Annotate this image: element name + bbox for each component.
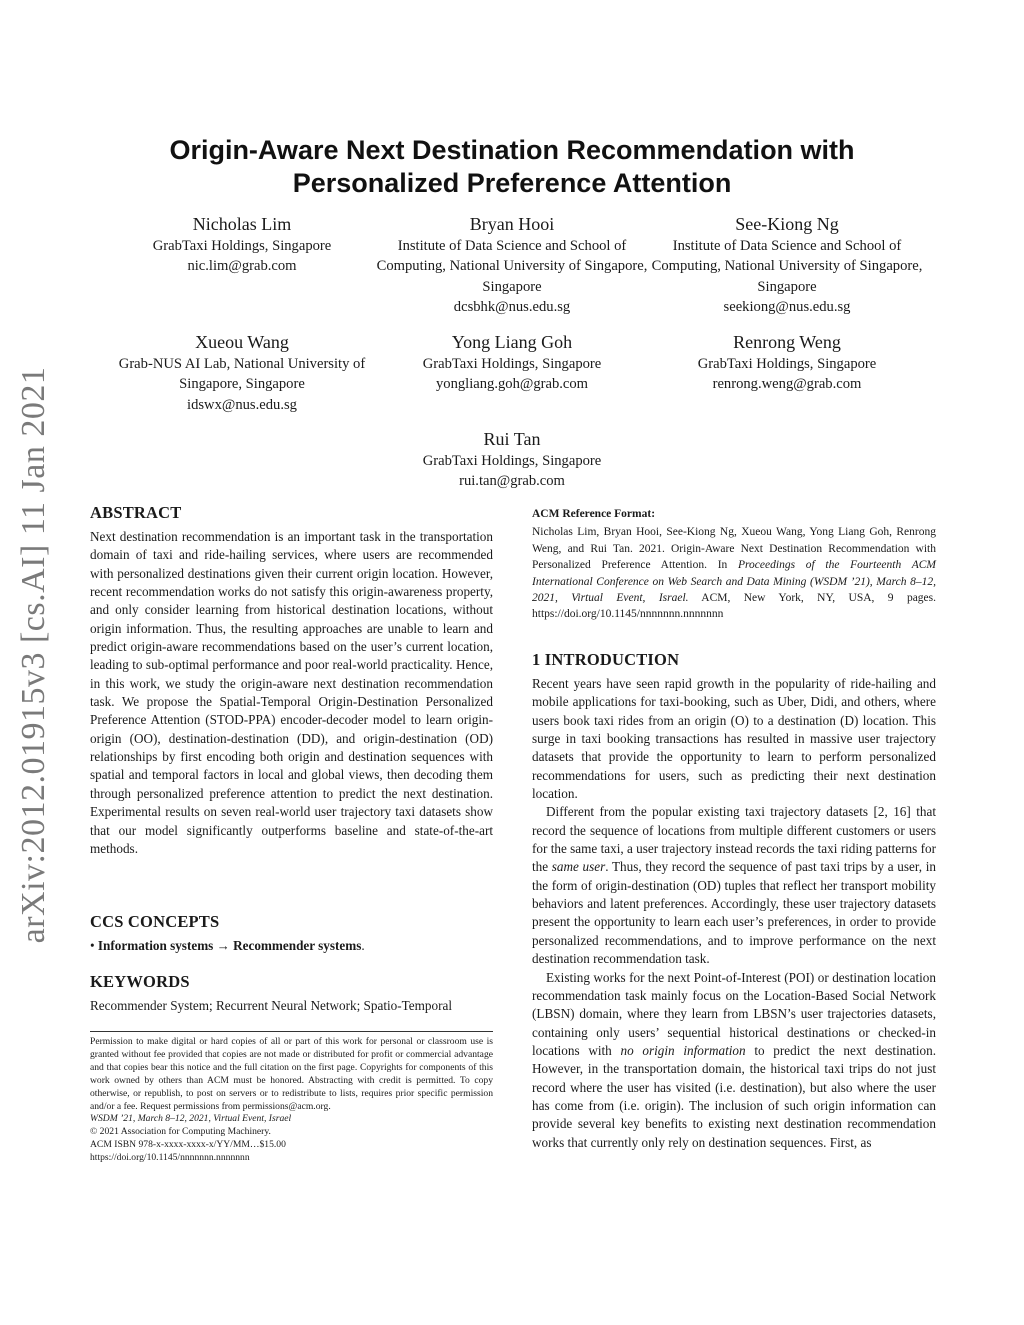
intro-p2-emphasis: same user (551, 859, 606, 875)
keywords-heading: KEYWORDS (90, 972, 190, 991)
author-affiliation: Grab-NUS AI Lab, National University of Singapore, Singapore (118, 356, 366, 393)
author-name: See-Kiong Ng (735, 214, 839, 234)
intro-p3-text: Existing works for the next Point-of-Interest (POI) or destination location recommendation task mainly focus on the Location-Based Social Network (LBSN) domain, where they learn from LBSN’s user trajectories datasets, containing only users’ sequential historical destinations or checked-in locations with (532, 969, 936, 1058)
acm-reference-publisher: ACM, New York, NY, USA, 9 pages. https://doi.org/10.1145/nnnnnnn.nnnnnnn (532, 592, 937, 621)
author-name: Bryan Hooi (469, 214, 555, 234)
isbn-line: ACM ISBN 978-x-xxxx-xxxx-x/YY/MM…$15.00 (90, 1139, 286, 1151)
acm-reference-proceedings: Proceedings of the Fourteenth ACM International Conference on Web Search and Data Mining (WSDM ’21), March 8–12, 2021, Virtual Event, Israel. (532, 559, 936, 605)
author-affiliation: GrabTaxi Holdings, Singapore (697, 356, 877, 372)
author-email: nic.lim@grab.com (187, 258, 297, 275)
author-block (92, 331, 392, 415)
acm-reference-format (532, 506, 936, 623)
paper-title: Origin-Aware Next Destination Recommendation with Personalized Preference Attention (169, 135, 855, 198)
introduction-text (532, 675, 936, 1152)
doi-link[interactable]: https://doi.org/10.1145/nnnnnnn.nnnnnnn (90, 1152, 250, 1164)
keywords-text: Recommender System; Recurrent Neural Network; Spatio-Temporal (90, 998, 452, 1013)
ccs-concepts-text (90, 937, 493, 955)
copyright-line: © 2021 Association for Computing Machinery. (90, 1126, 271, 1138)
author-affiliation: GrabTaxi Holdings, Singapore (422, 356, 602, 372)
footnote-divider (90, 1031, 493, 1032)
ccs-concept-primary: Information systems (97, 938, 214, 953)
author-block (367, 213, 657, 317)
intro-p2-text: Different from the popular existing taxi trajectory datasets [2, 16] that record the sequence of locations from multiple different customers or users for the same taxi, a user trajectory instead records the taxi riding patterns for the (532, 804, 936, 875)
intro-p3-emphasis: no origin information (620, 1042, 746, 1058)
author-name: Rui Tan (483, 429, 541, 449)
intro-paragraph-3 (532, 969, 936, 1152)
ccs-bullet: • (90, 938, 95, 953)
author-name: Yong Liang Goh (451, 332, 573, 352)
introduction-heading: 1 INTRODUCTION (532, 650, 680, 669)
author-name: Nicholas Lim (192, 214, 292, 234)
conference-venue: WSDM ’21, March 8–12, 2021, Virtual Event, Israel (90, 1113, 292, 1125)
abstract-heading: ABSTRACT (90, 503, 182, 522)
author-name: Xueou Wang (195, 332, 289, 352)
author-block (367, 428, 657, 492)
ccs-period: . (361, 938, 365, 953)
author-block (97, 213, 387, 277)
intro-paragraph-2 (532, 803, 936, 968)
author-block (642, 213, 932, 317)
author-affiliation: GrabTaxi Holdings, Singapore (422, 453, 602, 469)
acm-reference-label: ACM Reference Format: (532, 508, 656, 520)
author-email: seekiong@nus.edu.sg (723, 298, 851, 315)
ccs-concepts-heading: CCS CONCEPTS (90, 912, 220, 931)
abstract-text (90, 528, 493, 858)
author-block (367, 331, 657, 395)
ccs-concept-secondary: Recommender systems (233, 938, 362, 953)
abstract-paragraph: Next destination recommendation is an important task in the transportation domain of taxi and ride-hailing services, where users are recommended with personalized destinations given their current origin location. However, recent recommendation works do not satisfy this origin-awareness property, and only consider learning from historical destination locations, without origin information. Thus, the resulting approaches are unable to learn and predict origin-aware recommendations based on the user’s current location, leading to sub-optimal performance and poor real-world practicality. Hence, in this work, we study the origin-aware next destination recommendation task. We propose the Spatial-Temporal Origin-Destination Personalized Preference Attention (STOD-PPA) encoder-decoder model to learn origin-origin (OO), destination-destination (DD), and origin-destination (OD) relationships by first encoding both origin and destination sequences with spatial and temporal factors in local and global views, then decoding them through personalized preference attention to predict the next destination. Experimental results on seven real-world user trajectory taxi datasets show that our model significantly outperforms baseline and state-of-the-art methods. (90, 529, 493, 856)
author-email: yongliang.goh@grab.com (435, 376, 589, 393)
ccs-arrow: → (216, 938, 230, 953)
permission-text: Permission to make digital or hard copies of all or part of this work for personal or classroom use is granted without fee provided that copies are not made or distributed for profit or commercial advantage and that copies bear this notice and the full citation on the first page. Copyrights for components of this work owned by others than ACM must be honored. Abstracting with credit is permitted. To copy otherwise, or republish, to post on servers or to redistribute to lists, requires prior specific permission and/or a fee. Request permissions from permissions@acm.org. (90, 1036, 493, 1112)
author-affiliation: GrabTaxi Holdings, Singapore (152, 238, 332, 254)
arxiv-identifier-stamp: arXiv:2012.01915v3 [cs.AI] 11 Jan 2021 (15, 366, 52, 944)
intro-p2-text-cont: . Thus, they record the sequence of past taxi trips by a user, in the form of origin-destination (OD) tuples that reflect her transport mobility behaviors and latent preferences. Accordingly, these user trajectory datasets present the opportunity to learn each user’s preferences, in order to provide personalized recommendations, and to improve performance on the next destination recommendation task. (532, 859, 936, 967)
author-email: dcsbhk@nus.edu.sg (453, 298, 571, 315)
permission-notice (90, 1036, 493, 1165)
author-email: renrong.weng@grab.com (712, 376, 862, 393)
intro-p3-text-cont: to predict the next destination. However, in the transportation domain, the historical taxi trips do not just record where the user has visited (i.e. destination), but also where the user has come from (i.e. origin). The inclusion of such origin information can provide several key benefits to existing next destination recommendation works that currently only rely on destination sequences. First, as (532, 1042, 936, 1150)
author-affiliation: Institute of Data Science and School of Computing, National University of Singapore, Singapore (376, 238, 648, 295)
intro-paragraph-1: Recent years have seen rapid growth in the popularity of ride-hailing and mobile applications for taxi-booking, such as Uber, Didi, and others, where users book taxi rides from an origin (O) to a destination (D) location. This surge in taxi booking transactions has resulted in massive user trajectory datasets that provide the opportunity to learn to perform personalized recommendations for users, such as predicting their next destination location. (532, 676, 936, 802)
author-affiliation: Institute of Data Science and School of Computing, National University of Singapore, Singapore (651, 238, 923, 295)
acm-reference-text: Nicholas Lim, Bryan Hooi, See-Kiong Ng, Xueou Wang, Yong Liang Goh, Renrong Weng, and Rui Tan. 2021. Origin-Aware Next Destination Recommendation with Personalized Preference Attention. In (532, 526, 936, 572)
author-email: idswx@nus.edu.sg (187, 396, 297, 413)
author-name: Renrong Weng (733, 332, 841, 352)
author-block (642, 331, 932, 395)
author-email: rui.tan@grab.com (459, 473, 565, 490)
